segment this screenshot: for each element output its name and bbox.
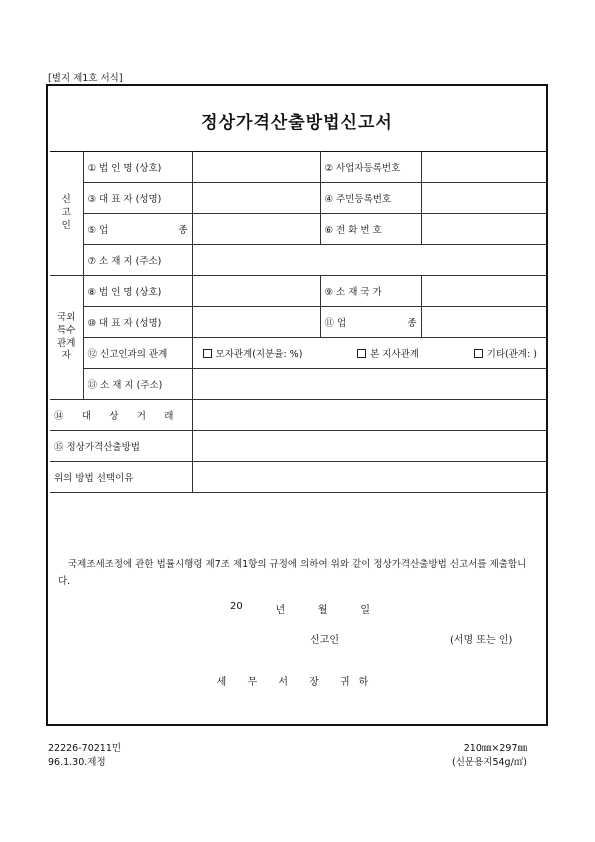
form-number-label: [별지 제1호 서식] <box>48 73 123 84</box>
transaction-field[interactable] <box>192 400 547 431</box>
foreign-rep-name-field[interactable] <box>192 307 320 338</box>
checkbox-icon[interactable] <box>474 349 483 358</box>
reporter-phone-label: ⑥ 전 화 번 호 <box>320 214 421 245</box>
relation-option-parent[interactable]: 모자관계(지분율: %) <box>203 346 303 360</box>
reporter-rep-name-label: ③ 대 표 자 (성명) <box>83 183 192 214</box>
foreign-relation-label: ⑫ 신고인과의 관계 <box>83 338 192 369</box>
footer-left <box>48 742 121 770</box>
foreign-address-label: ⑬ 소 재 지 (주소) <box>83 369 192 400</box>
foreign-country-label: ⑨ 소 재 국 가 <box>320 276 421 307</box>
sign-note: (서명 또는 인) <box>450 635 513 646</box>
form-table <box>50 151 547 493</box>
reporter-business-field[interactable] <box>192 214 320 245</box>
relation-option-other[interactable]: 기타(관계: ) <box>474 346 537 360</box>
footer-paper: (신문용지54g/㎡) <box>452 757 527 768</box>
checkbox-icon[interactable] <box>203 349 212 358</box>
reporter-phone-field[interactable] <box>421 214 547 245</box>
reporter-corp-name-field[interactable] <box>192 152 320 183</box>
foreign-corp-name-field[interactable] <box>192 276 320 307</box>
footer-size: 210㎜×297㎜ <box>463 743 527 754</box>
foreign-business-label: ⑪ 업 종 <box>320 307 421 338</box>
method-label: ⑮ 정상가격산출방법 <box>50 431 192 462</box>
signer-label: 신고인 <box>310 635 339 646</box>
declaration-text: 국제조세조정에 관한 법률시행령 제7조 제1항의 규정에 의하여 위와 같이 정상가격산출방법 신고서를 제출합니다. <box>58 559 527 587</box>
recipient: 세 무 서 장 귀하 <box>216 677 378 688</box>
reporter-address-field[interactable] <box>192 245 547 276</box>
reporter-address-label: ⑦ 소 재 지 (주소) <box>83 245 192 276</box>
reporter-rep-name-field[interactable] <box>192 183 320 214</box>
foreign-rep-name-label: ⑩ 대 표 자 (성명) <box>83 307 192 338</box>
footer-date: 96.1.30.제정 <box>48 757 106 768</box>
checkbox-icon[interactable] <box>357 349 366 358</box>
foreign-relation-options <box>192 338 547 369</box>
reporter-group-label: 신 고 인 <box>50 152 83 276</box>
form-frame <box>46 84 548 726</box>
transaction-label: ⑭ 대 상 거 래 <box>50 400 192 431</box>
footer-code: 22226-70211민 <box>48 743 122 754</box>
foreign-address-field[interactable] <box>192 369 547 400</box>
relation-option-branch[interactable]: 본 지사관계 <box>357 346 419 360</box>
foreign-corp-name-label: ⑧ 법 인 명 (상호) <box>83 276 192 307</box>
declaration <box>58 556 538 590</box>
footer-right <box>452 742 527 770</box>
reporter-biz-reg-field[interactable] <box>421 152 547 183</box>
reason-label: 위의 방법 선택이유 <box>50 462 192 493</box>
reason-field[interactable] <box>192 462 547 493</box>
reporter-biz-reg-label: ② 사업자등록번호 <box>320 152 421 183</box>
foreign-group-label: 국외 특수 관계 자 <box>50 276 83 400</box>
reporter-resident-no-field[interactable] <box>421 183 547 214</box>
method-field[interactable] <box>192 431 547 462</box>
reporter-business-label: ⑤ 업 종 <box>83 214 192 245</box>
date-line: 20 년 월 일 <box>230 601 370 616</box>
reporter-corp-name-label: ① 법 인 명 (상호) <box>83 152 192 183</box>
foreign-business-field[interactable] <box>421 307 547 338</box>
form-title: 정상가격산출방법신고서 <box>201 113 393 133</box>
foreign-country-field[interactable] <box>421 276 547 307</box>
reporter-resident-no-label: ④ 주민등록번호 <box>320 183 421 214</box>
